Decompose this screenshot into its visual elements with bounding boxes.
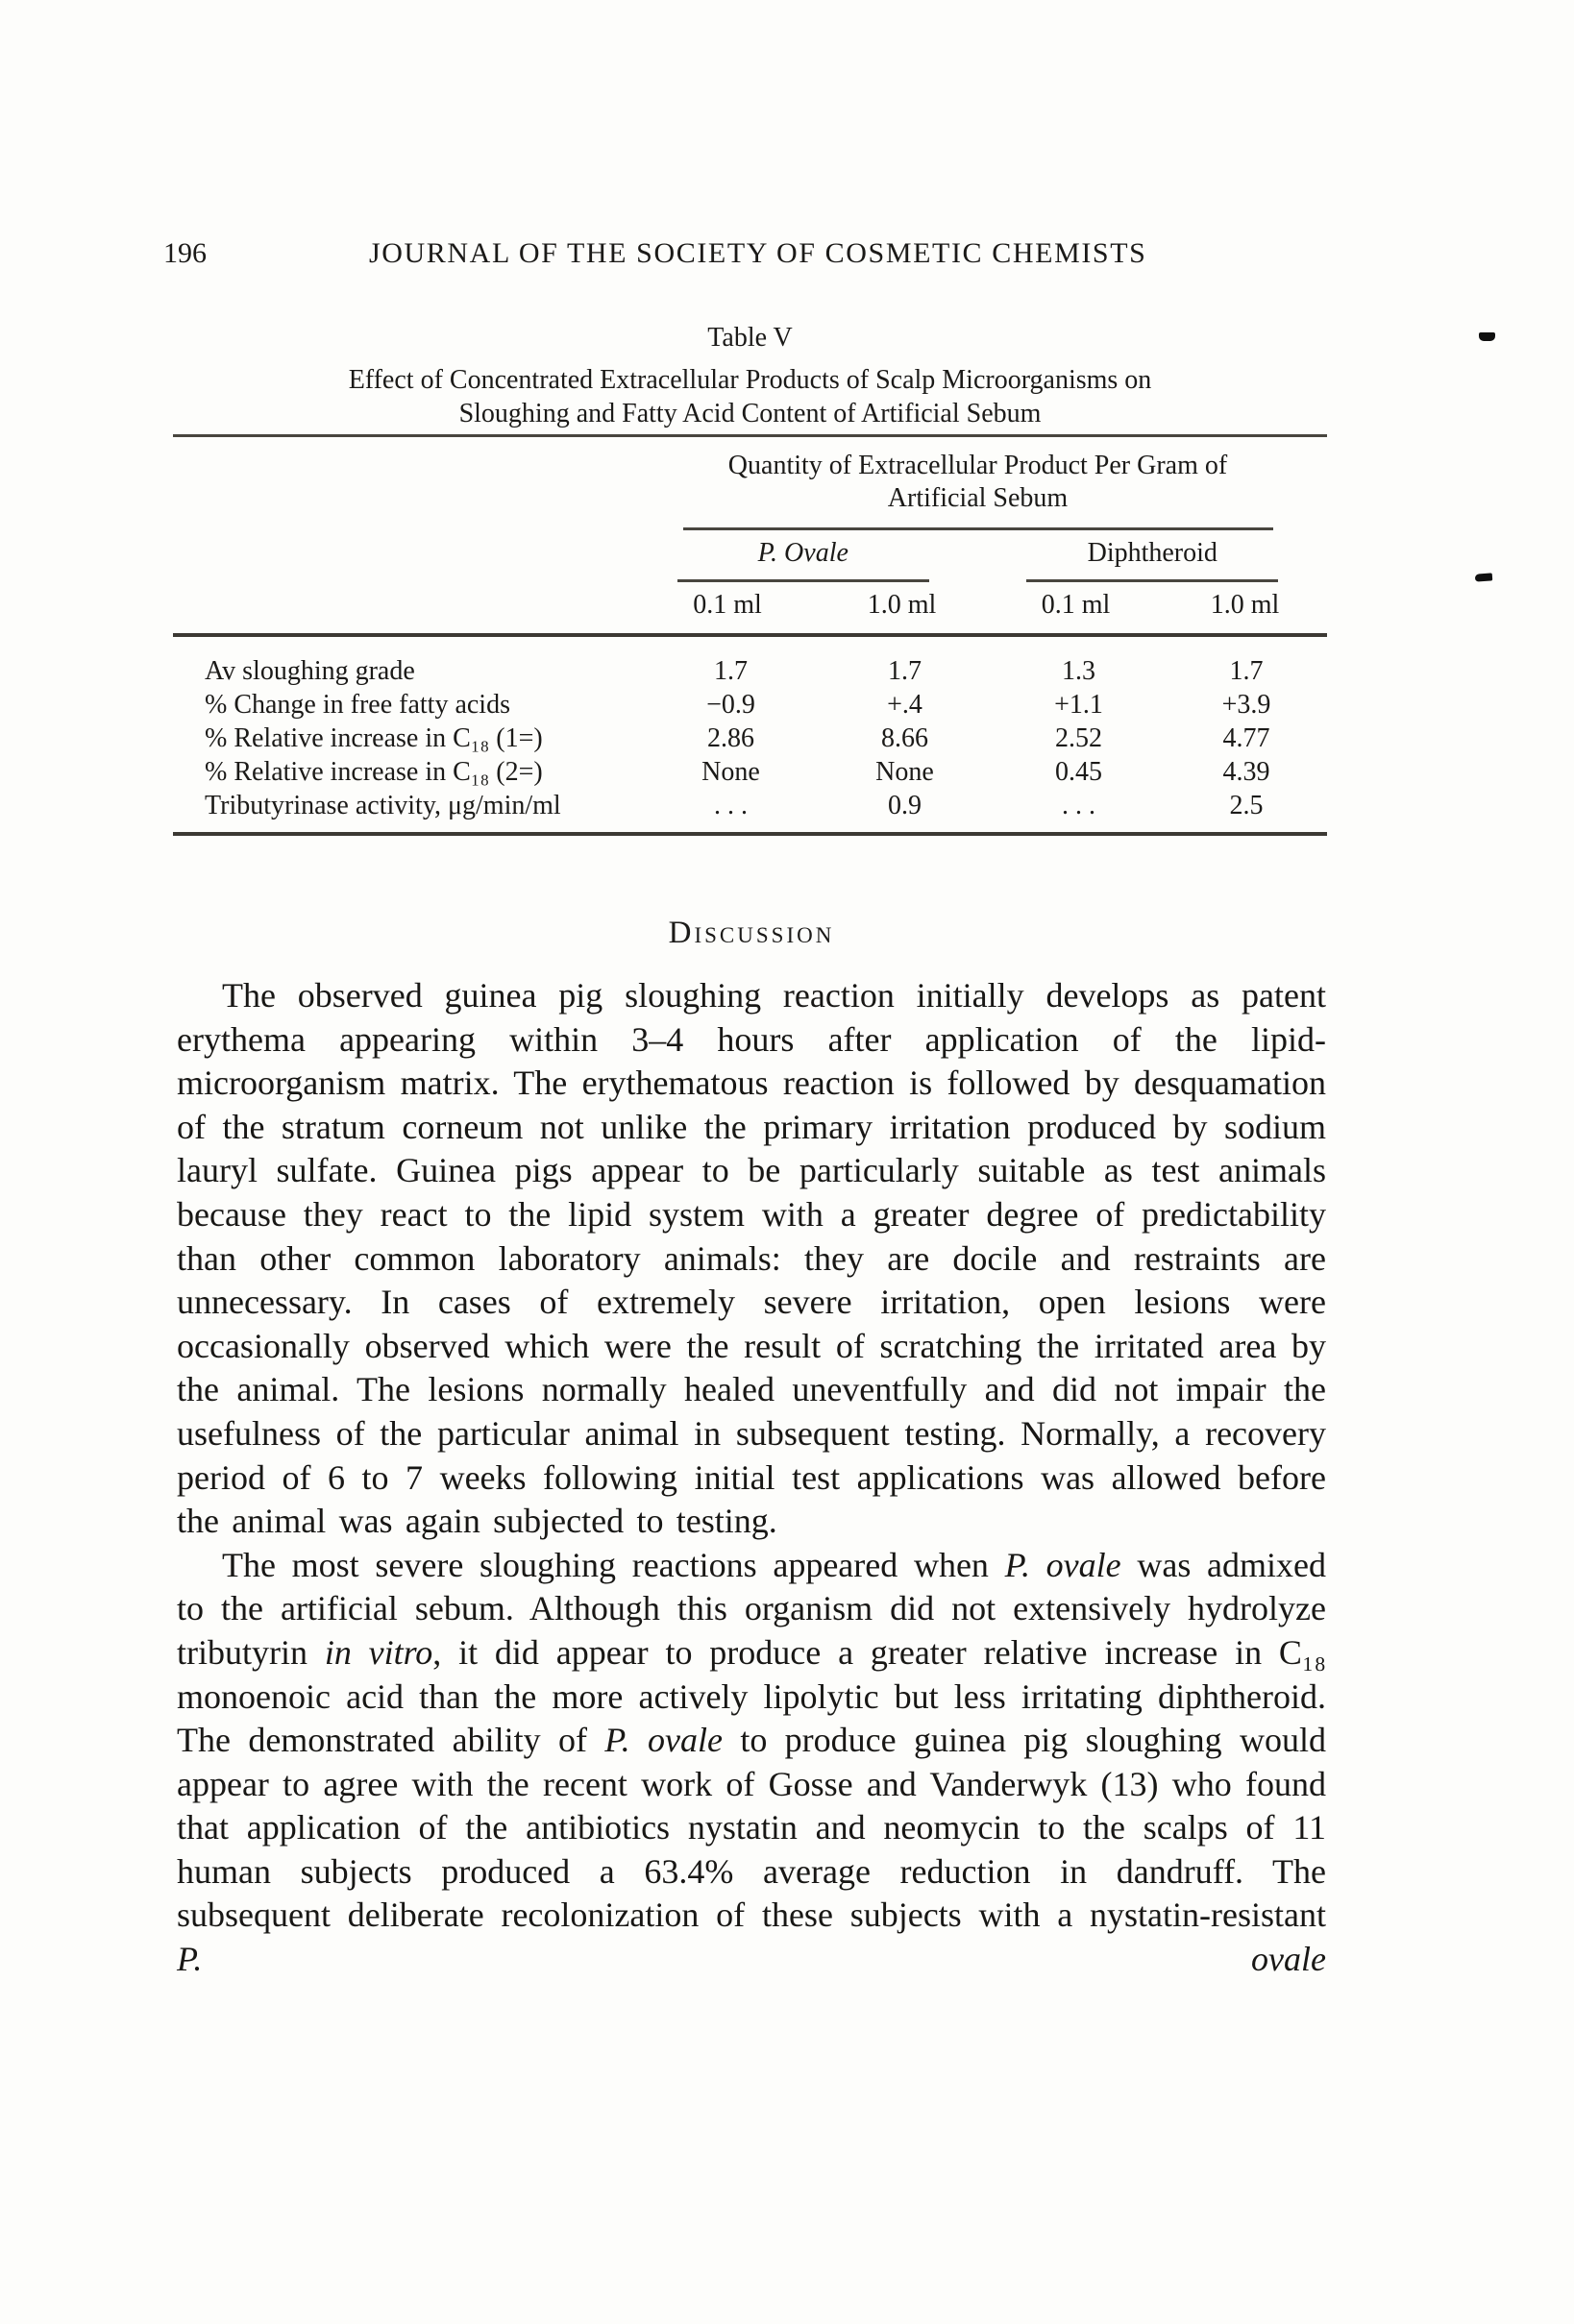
column-header: 1.0 ml (1210, 590, 1280, 620)
table-header (173, 437, 1327, 622)
body-text: was admixed to the artificial sebum. Although this organism did not extensively hydrolyze tributyrin (177, 1545, 1326, 1672)
column-header: 1.0 ml (867, 590, 937, 620)
table-spanner-line: Quantity of Extracellular Product Per Gram of (727, 451, 1228, 480)
body-text: The most severe sloughing reactions appeared when (222, 1545, 1005, 1584)
table-body (173, 647, 1327, 832)
table-row (173, 755, 1327, 789)
italic-text: P. ovale (1004, 1545, 1121, 1584)
paragraph (177, 974, 1326, 1544)
table-caption (173, 321, 1327, 430)
group-header-p-ovale (628, 534, 978, 582)
cell-value: 1.7 (1229, 656, 1264, 686)
cell-value: 2.5 (1229, 791, 1264, 820)
group-header-label: P. Ovale (757, 538, 848, 568)
paragraph (177, 1544, 1326, 1982)
running-head (0, 237, 1574, 272)
cell-value: 0.9 (888, 791, 922, 820)
group-header-label: Diphtheroid (1087, 538, 1217, 568)
cell-value: 8.66 (881, 723, 928, 753)
table-header-spacer (173, 437, 628, 622)
body-text: The observed guinea pig sloughing reaction initially develops as patent erythema appearing within 3–4 hours after application of the lipid-microorganism matrix. The erythematous reaction is followed by desquamation of the stratum corneum not unlike the primary irritation produced by sodium lauryl sulfate. Guinea pigs appear to be particularly suitable as test animals because they react to the lipid system with a greater degree of predictability than other common laboratory animals: they are docile and restraints are unnecessary. In cases of extremely severe irritation, open lesions were occasionally observed which were the result of scratching the irritated area by the animal. The lesions normally healed uneventfully and did not impair the usefulness of the particular animal in subsequent testing. Normally, a recovery period of 6 to 7 weeks following initial test applications was allowed before the animal was again subjected to testing. (177, 976, 1326, 1541)
cell-value: 1.7 (714, 656, 748, 686)
cell-value: None (875, 757, 934, 787)
group-header-diphtheroid (978, 534, 1328, 582)
table-spanner-rule (683, 527, 1273, 530)
discussion-heading: Discussion (668, 916, 835, 950)
cell-value: 2.52 (1055, 723, 1102, 753)
group-rule (677, 579, 929, 582)
scan-artifact-mark (1479, 332, 1495, 341)
cell-value: 2.86 (707, 723, 754, 753)
cell-value: +.4 (887, 690, 922, 720)
cell-value: 4.39 (1222, 757, 1270, 787)
column-header: 0.1 ml (693, 590, 762, 620)
table-row (173, 789, 1327, 822)
table-bottom-rule (173, 832, 1327, 836)
cell-value: −0.9 (706, 690, 755, 720)
table-group-headers (628, 534, 1327, 582)
column-header: 0.1 ml (1041, 590, 1111, 620)
row-label: % Relative increase in C₁₈ (2=) (205, 757, 543, 787)
table-caption-line: Sloughing and Fatty Acid Content of Artificial Sebum (458, 399, 1042, 428)
row-label: Av sloughing grade (205, 656, 415, 686)
cell-value: . . . (1062, 791, 1095, 820)
cell-value: 4.77 (1222, 723, 1270, 753)
table-row (173, 654, 1327, 688)
row-label: % Relative increase in C₁₈ (1=) (205, 723, 543, 753)
table-caption-line: Effect of Concentrated Extracellular Products of Scalp Microorganisms on (348, 365, 1152, 395)
row-label: Tributyrinase activity, μg/min/ml (205, 791, 561, 820)
scan-artifact-mark (1475, 573, 1493, 581)
cell-value: +3.9 (1221, 690, 1271, 720)
body-text: to produce guinea pig sloughing would appear to agree with the recent work of Gosse and Vanderwyk (13) who found that application of the antibiotics nystatin and neomycin to the scalps of 11 human subjects produced a 63.4% average reduction in dandruff. The subsequent deliberate recolonization of these subjects with a nystatin-resistant (177, 1721, 1326, 1935)
discussion-paragraphs (177, 974, 1326, 1982)
italic-text: P. ovale (177, 1940, 1326, 1979)
cell-value: 0.45 (1055, 757, 1102, 787)
table-row (173, 688, 1327, 722)
table-spanner (647, 437, 1310, 515)
cell-value: . . . (714, 791, 748, 820)
table-caption-title: Table V (707, 323, 793, 353)
table-spanner-zone (628, 437, 1327, 622)
cell-value: 1.7 (888, 656, 922, 686)
body-text: , it did appear to produce a greater relative increase in C₁₈ monoenoic acid than the more actively lipolytic but less irritating diphtheroid. The demonstrated ability of (177, 1632, 1327, 1760)
cell-value: None (701, 757, 760, 787)
table-row (173, 722, 1327, 755)
table-mid-rule (173, 633, 1327, 637)
row-label: % Change in free fatty acids (205, 690, 510, 720)
cell-value: +1.1 (1054, 690, 1103, 720)
italic-text: P. ovale (604, 1721, 723, 1760)
group-rule (1026, 579, 1278, 582)
data-table (173, 434, 1327, 836)
discussion-section (177, 916, 1326, 1982)
cell-value: 1.3 (1062, 656, 1095, 686)
page-number: 196 (163, 237, 207, 269)
table-column-headers (628, 589, 1327, 622)
table-spanner-line: Artificial Sebum (887, 483, 1069, 513)
italic-text: in vitro (324, 1632, 433, 1672)
journal-title: JOURNAL OF THE SOCIETY OF COSMETIC CHEMISTS (369, 237, 1147, 269)
